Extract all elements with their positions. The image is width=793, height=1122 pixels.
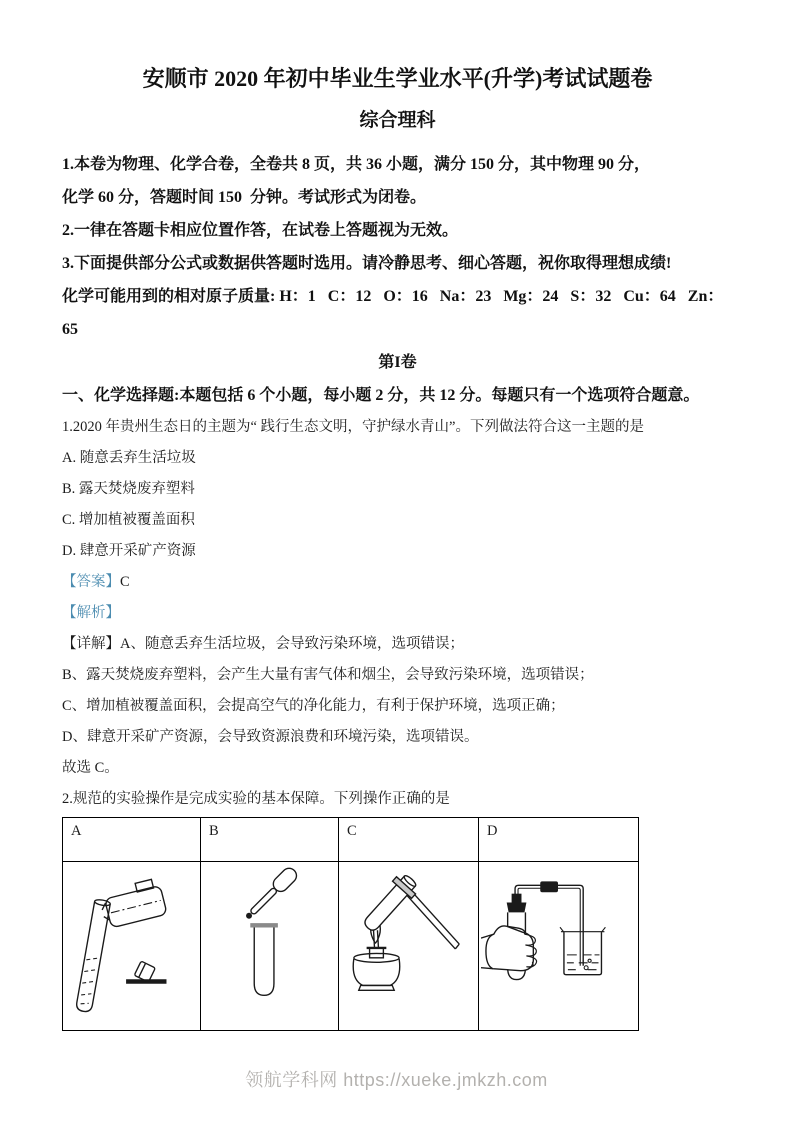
atomic-mass-line-wrap: 65 <box>62 321 78 338</box>
question-1-option-d: D. 肆意开采矿产资源 <box>62 543 196 559</box>
page-title: 安顺市 2020 年初中毕业生学业水平(升学)考试试题卷 <box>142 66 653 91</box>
table-figure-row <box>63 862 639 1031</box>
answer-line <box>62 567 733 598</box>
page-subtitle: 综合理科 <box>359 110 436 131</box>
notice-line-1: 1.本卷为物理、化学合卷，全卷共 8 页，共 36 小题，满分 150 分，其中物理 90 分， <box>62 156 651 173</box>
option-b-figure-cell <box>201 862 339 1031</box>
question-1-option-b: B. 露天焚烧废弃塑料 <box>62 481 195 497</box>
notice-line-4: 3.下面提供部分公式或数据供答题时选用。请冷静思考、细心答题，祝你取得理想成绩! <box>62 255 672 272</box>
option-c-header: C <box>339 818 479 862</box>
conclusion-line: 故选 C。 <box>62 760 119 776</box>
question-2-stem: 2.规范的实验操作是完成实验的基本保障。下列操作正确的是 <box>62 791 450 807</box>
atomic-mass-line: 化学可能用到的相对原子质量: H：1 C：12 O：16 Na：23 Mg：24 S：32 Cu：64 Zn： <box>62 288 724 305</box>
option-c-figure-cell <box>339 862 479 1031</box>
analysis-label: 【解析】 <box>62 605 120 621</box>
table-header-row <box>63 818 639 862</box>
detail-line-3: C、增加植被覆盖面积，会提高空气的净化能力，有利于保护环境，选项正确； <box>62 698 565 714</box>
option-a-figure-cell <box>63 862 201 1031</box>
detail-line-2: B、露天焚烧废弃塑料，会产生大量有害气体和烟尘，会导致污染环境，选项错误； <box>62 667 594 683</box>
option-d-header: D <box>479 818 639 862</box>
notice-line-2: 化学 60 分，答题时间 150 分钟。考试形式为闭卷。 <box>62 189 427 206</box>
detail-line-4: D、肆意开采矿产资源，会导致资源浪费和环境污染，选项错误。 <box>62 729 479 745</box>
option-b-header: B <box>201 818 339 862</box>
airtightness-check-figure-icon <box>481 863 637 1029</box>
part-title: 第I卷 <box>378 354 417 371</box>
answer-value: C <box>120 574 130 590</box>
question-1-stem: 1.2020 年贵州生态日的主题为“ 践行生态文明，守护绿水青山”。下列做法符合这一主题的是 <box>62 419 644 435</box>
answer-label: 【答案】 <box>62 574 120 590</box>
notice-line-3: 2.一律在答题卡相应位置作答，在试卷上答题视为无效。 <box>62 222 459 239</box>
question-1-option-a: A. 随意丢弃生活垃圾 <box>62 450 196 466</box>
heating-test-tube-figure-icon <box>341 863 477 1029</box>
question-1-option-c: C. 增加植被覆盖面积 <box>62 512 195 528</box>
detail-line-1: 【详解】A、随意丢弃生活垃圾，会导致污染环境，选项错误； <box>62 636 464 652</box>
document-body <box>62 0 733 1031</box>
watermark-footer-link: 领航学科网 https://xueke.jmkzh.com <box>245 1070 548 1090</box>
pouring-liquid-figure-icon <box>65 863 199 1029</box>
analysis-line <box>62 598 733 629</box>
option-a-header: A <box>63 818 201 862</box>
dropper-figure-icon <box>203 863 337 1029</box>
option-d-figure-cell <box>479 862 639 1031</box>
question-2-options-table <box>62 817 639 1031</box>
section-title: 一、化学选择题:本题包括 6 个小题，每小题 2 分，共 12 分。每题只有一个选项符合题意。 <box>62 387 700 404</box>
